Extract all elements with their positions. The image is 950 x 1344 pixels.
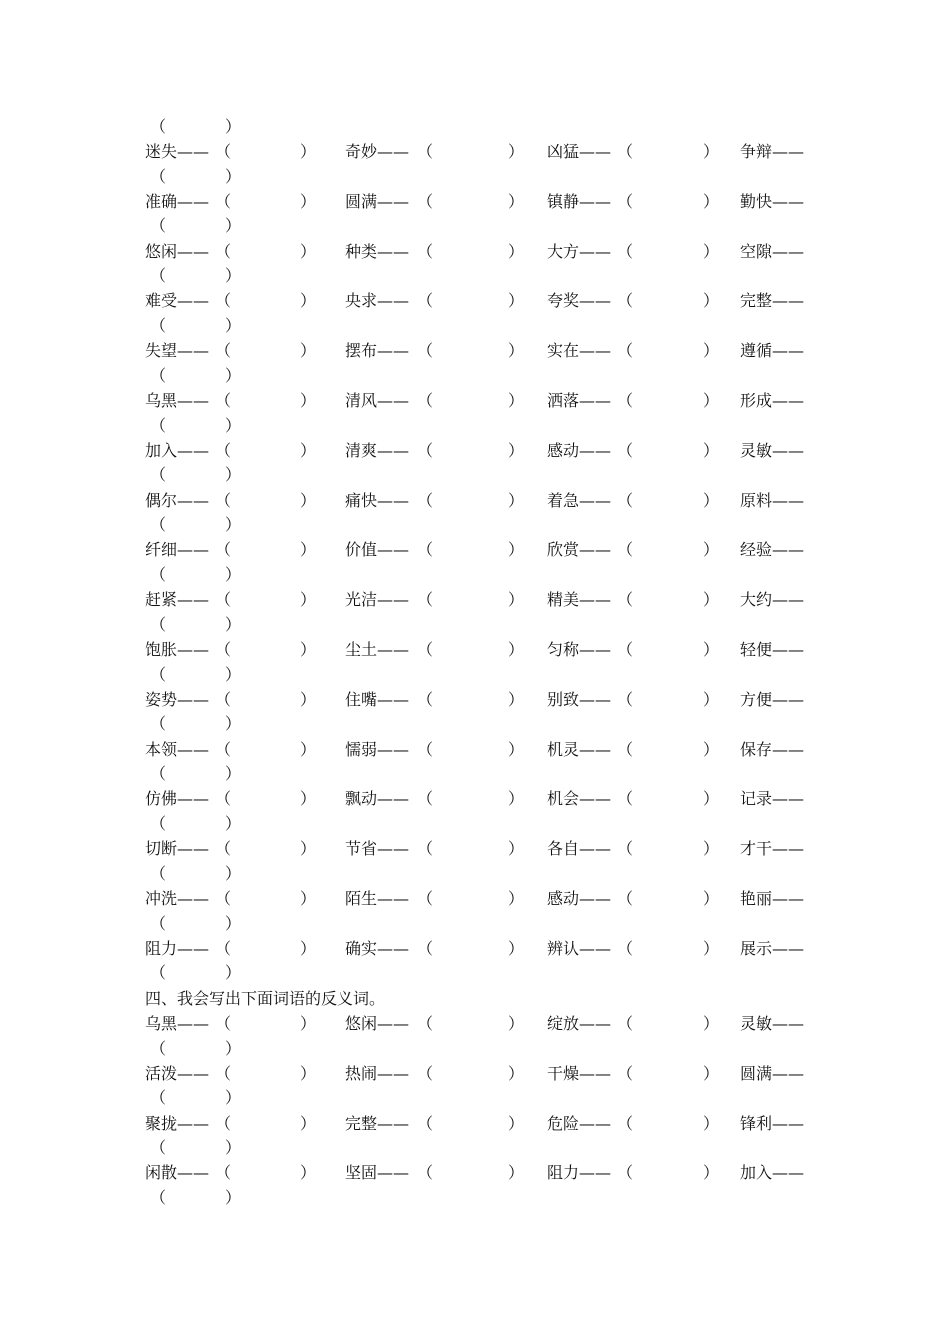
close-paren: ） — [225, 117, 242, 136]
close-paren: ） — [703, 739, 720, 759]
word-prompt: 镇静—— — [547, 191, 612, 211]
answer-blank-continuation — [0, 811, 950, 837]
close-paren: ） — [225, 415, 242, 435]
open-paren: （ — [150, 1038, 167, 1058]
close-paren: ） — [225, 714, 242, 734]
word-prompt: 飘动—— — [345, 789, 410, 809]
close-paren: ） — [300, 1113, 317, 1133]
open-paren: （ — [215, 142, 232, 161]
open-paren: （ — [150, 515, 167, 535]
word-row — [0, 388, 950, 414]
word-prompt: 洒落—— — [547, 391, 612, 410]
close-paren: ） — [508, 789, 525, 809]
word-row — [0, 1011, 950, 1037]
close-paren: ） — [300, 391, 317, 410]
close-paren: ） — [703, 889, 720, 908]
answer-blank-continuation — [0, 711, 950, 737]
close-paren: ） — [508, 440, 525, 460]
word-prompt: 遵循—— — [740, 341, 805, 361]
open-paren: （ — [617, 689, 634, 709]
close-paren: ） — [703, 540, 720, 560]
word-prompt: 准确—— — [145, 191, 210, 211]
word-prompt: 本领—— — [145, 739, 210, 759]
open-paren: （ — [617, 789, 634, 809]
open-paren: （ — [417, 1113, 434, 1133]
word-prompt: 仿佛—— — [145, 789, 210, 809]
open-paren: （ — [150, 764, 167, 784]
open-paren: （ — [617, 440, 634, 460]
open-paren: （ — [150, 963, 167, 983]
open-paren: （ — [150, 1088, 167, 1108]
open-paren: （ — [617, 191, 634, 211]
close-paren: ） — [508, 1063, 525, 1083]
close-paren: ） — [703, 1163, 720, 1183]
word-prompt: 展示—— — [740, 938, 805, 958]
word-prompt: 感动—— — [547, 440, 612, 460]
open-paren: （ — [617, 391, 634, 410]
close-paren: ） — [703, 142, 720, 161]
answer-blank-continuation — [0, 114, 950, 140]
close-paren: ） — [508, 241, 525, 261]
close-paren: ） — [508, 540, 525, 560]
answer-blank-continuation — [0, 164, 950, 190]
answer-blank-continuation — [0, 612, 950, 638]
word-prompt: 干燥—— — [547, 1063, 612, 1083]
close-paren: ） — [225, 266, 242, 286]
open-paren: （ — [215, 739, 232, 759]
word-prompt: 完整—— — [740, 291, 805, 311]
close-paren: ） — [225, 863, 242, 883]
word-prompt: 辨认—— — [547, 938, 612, 958]
word-prompt: 活泼—— — [145, 1063, 210, 1083]
word-prompt: 尘土—— — [345, 640, 410, 659]
open-paren: （ — [215, 938, 232, 958]
word-prompt: 乌黑—— — [145, 391, 210, 410]
word-prompt: 机灵—— — [547, 739, 612, 759]
word-prompt: 灵敏—— — [740, 1014, 805, 1033]
close-paren: ） — [703, 590, 720, 610]
word-prompt: 圆满—— — [740, 1063, 805, 1083]
close-paren: ） — [225, 963, 242, 983]
close-paren: ） — [300, 142, 317, 161]
answer-blank-continuation — [0, 363, 950, 389]
open-paren: （ — [417, 341, 434, 361]
answer-blank-continuation — [0, 960, 950, 986]
answer-blank-continuation — [0, 462, 950, 488]
word-prompt: 痛快—— — [345, 490, 410, 510]
word-prompt: 记录—— — [740, 789, 805, 809]
open-paren: （ — [215, 540, 232, 560]
open-paren: （ — [417, 938, 434, 958]
open-paren: （ — [215, 640, 232, 659]
word-prompt: 锋利—— — [740, 1113, 805, 1133]
open-paren: （ — [617, 938, 634, 958]
word-prompt: 阻力—— — [547, 1163, 612, 1183]
word-row — [0, 139, 950, 165]
close-paren: ） — [225, 813, 242, 833]
close-paren: ） — [225, 166, 242, 186]
word-prompt: 圆满—— — [345, 191, 410, 211]
word-prompt: 确实—— — [345, 938, 410, 958]
open-paren: （ — [617, 839, 634, 859]
answer-blank-continuation — [0, 761, 950, 787]
word-prompt: 夸奖—— — [547, 291, 612, 311]
close-paren: ） — [703, 1014, 720, 1033]
section-heading: 四、我会写出下面词语的反义词。 — [145, 989, 386, 1008]
open-paren: （ — [215, 391, 232, 410]
close-paren: ） — [703, 938, 720, 958]
close-paren: ） — [508, 739, 525, 759]
open-paren: （ — [215, 291, 232, 311]
word-prompt: 别致—— — [547, 689, 612, 709]
open-paren: （ — [150, 863, 167, 883]
open-paren: （ — [417, 739, 434, 759]
close-paren: ） — [703, 640, 720, 659]
open-paren: （ — [215, 889, 232, 908]
close-paren: ） — [225, 564, 242, 584]
close-paren: ） — [225, 515, 242, 535]
close-paren: ） — [300, 490, 317, 510]
close-paren: ） — [225, 614, 242, 634]
word-prompt: 大约—— — [740, 590, 805, 610]
word-prompt: 赶紧—— — [145, 590, 210, 610]
open-paren: （ — [150, 365, 167, 385]
answer-blank-continuation — [0, 1185, 950, 1211]
word-prompt: 凶猛—— — [547, 142, 612, 161]
close-paren: ） — [225, 764, 242, 784]
close-paren: ） — [508, 1163, 525, 1183]
close-paren: ） — [300, 689, 317, 709]
close-paren: ） — [508, 291, 525, 311]
open-paren: （ — [617, 739, 634, 759]
word-prompt: 各自—— — [547, 839, 612, 859]
close-paren: ） — [703, 1113, 720, 1133]
open-paren: （ — [150, 315, 167, 335]
word-prompt: 加入—— — [145, 440, 210, 460]
open-paren: （ — [150, 117, 167, 136]
open-paren: （ — [617, 889, 634, 908]
word-row — [0, 288, 950, 314]
close-paren: ） — [703, 191, 720, 211]
word-prompt: 悠闲—— — [345, 1014, 410, 1033]
word-row — [0, 1111, 950, 1137]
close-paren: ） — [508, 341, 525, 361]
word-prompt: 经验—— — [740, 540, 805, 560]
word-row — [0, 438, 950, 464]
open-paren: （ — [417, 191, 434, 211]
open-paren: （ — [417, 689, 434, 709]
open-paren: （ — [617, 1163, 634, 1183]
open-paren: （ — [417, 490, 434, 510]
word-row — [0, 886, 950, 912]
answer-blank-continuation — [0, 662, 950, 688]
word-prompt: 着急—— — [547, 490, 612, 510]
word-prompt: 轻便—— — [740, 640, 805, 659]
open-paren: （ — [417, 839, 434, 859]
close-paren: ） — [225, 664, 242, 684]
word-prompt: 偶尔—— — [145, 490, 210, 510]
word-prompt: 艳丽—— — [740, 889, 805, 908]
word-row — [0, 836, 950, 862]
word-prompt: 危险—— — [547, 1113, 612, 1133]
close-paren: ） — [703, 440, 720, 460]
word-prompt: 实在—— — [547, 341, 612, 361]
answer-blank-continuation — [0, 413, 950, 439]
close-paren: ） — [703, 490, 720, 510]
word-prompt: 原料—— — [740, 490, 805, 510]
open-paren: （ — [617, 640, 634, 659]
open-paren: （ — [417, 391, 434, 410]
word-prompt: 光洁—— — [345, 590, 410, 610]
open-paren: （ — [617, 142, 634, 161]
word-row — [0, 338, 950, 364]
word-prompt: 纤细—— — [145, 540, 210, 560]
open-paren: （ — [215, 241, 232, 261]
open-paren: （ — [417, 241, 434, 261]
answer-blank-continuation — [0, 1036, 950, 1062]
open-paren: （ — [417, 1014, 434, 1033]
open-paren: （ — [150, 1138, 167, 1158]
word-prompt: 空隙—— — [740, 241, 805, 261]
word-prompt: 坚固—— — [345, 1163, 410, 1183]
word-prompt: 方便—— — [740, 689, 805, 709]
word-row — [0, 488, 950, 514]
word-row — [0, 687, 950, 713]
answer-blank-continuation — [0, 861, 950, 887]
word-prompt: 争辩—— — [740, 142, 805, 161]
close-paren: ） — [703, 241, 720, 261]
close-paren: ） — [508, 640, 525, 659]
open-paren: （ — [215, 1113, 232, 1133]
close-paren: ） — [300, 341, 317, 361]
open-paren: （ — [150, 266, 167, 286]
word-prompt: 加入—— — [740, 1163, 805, 1183]
answer-blank-continuation — [0, 562, 950, 588]
word-prompt: 清爽—— — [345, 440, 410, 460]
word-prompt: 完整—— — [345, 1113, 410, 1133]
close-paren: ） — [300, 889, 317, 908]
open-paren: （ — [617, 1113, 634, 1133]
close-paren: ） — [703, 341, 720, 361]
open-paren: （ — [215, 689, 232, 709]
close-paren: ） — [508, 191, 525, 211]
close-paren: ） — [225, 365, 242, 385]
open-paren: （ — [150, 1187, 167, 1207]
open-paren: （ — [215, 191, 232, 211]
close-paren: ） — [508, 889, 525, 908]
open-paren: （ — [150, 465, 167, 485]
word-row — [0, 239, 950, 265]
word-prompt: 摆布—— — [345, 341, 410, 361]
word-prompt: 绽放—— — [547, 1014, 612, 1033]
word-row — [0, 786, 950, 812]
word-prompt: 保存—— — [740, 739, 805, 759]
close-paren: ） — [703, 391, 720, 410]
word-row — [0, 936, 950, 962]
close-paren: ） — [300, 640, 317, 659]
word-prompt: 央求—— — [345, 291, 410, 311]
open-paren: （ — [215, 1014, 232, 1033]
close-paren: ） — [300, 839, 317, 859]
word-prompt: 大方—— — [547, 241, 612, 261]
open-paren: （ — [617, 241, 634, 261]
open-paren: （ — [617, 490, 634, 510]
close-paren: ） — [300, 590, 317, 610]
open-paren: （ — [617, 1063, 634, 1083]
open-paren: （ — [417, 640, 434, 659]
word-prompt: 种类—— — [345, 241, 410, 261]
open-paren: （ — [417, 540, 434, 560]
open-paren: （ — [617, 590, 634, 610]
close-paren: ） — [300, 1063, 317, 1083]
close-paren: ） — [225, 1038, 242, 1058]
word-prompt: 悠闲—— — [145, 241, 210, 261]
open-paren: （ — [417, 440, 434, 460]
close-paren: ） — [703, 839, 720, 859]
answer-blank-continuation — [0, 911, 950, 937]
word-prompt: 精美—— — [547, 590, 612, 610]
answer-blank-continuation — [0, 213, 950, 239]
word-row — [0, 1160, 950, 1186]
close-paren: ） — [508, 1014, 525, 1033]
word-prompt: 才干—— — [740, 839, 805, 859]
open-paren: （ — [417, 142, 434, 161]
word-row — [0, 189, 950, 215]
open-paren: （ — [417, 1063, 434, 1083]
close-paren: ） — [300, 291, 317, 311]
open-paren: （ — [417, 789, 434, 809]
close-paren: ） — [300, 739, 317, 759]
open-paren: （ — [215, 1163, 232, 1183]
word-row — [0, 587, 950, 613]
open-paren: （ — [215, 440, 232, 460]
close-paren: ） — [225, 315, 242, 335]
open-paren: （ — [215, 839, 232, 859]
word-prompt: 饱胀—— — [145, 640, 210, 659]
close-paren: ） — [300, 241, 317, 261]
close-paren: ） — [300, 540, 317, 560]
open-paren: （ — [617, 540, 634, 560]
close-paren: ） — [225, 913, 242, 933]
word-prompt: 感动—— — [547, 889, 612, 908]
answer-blank-continuation — [0, 512, 950, 538]
close-paren: ） — [508, 490, 525, 510]
open-paren: （ — [417, 590, 434, 610]
open-paren: （ — [417, 291, 434, 311]
close-paren: ） — [508, 142, 525, 161]
close-paren: ） — [508, 590, 525, 610]
close-paren: ） — [703, 689, 720, 709]
close-paren: ） — [508, 938, 525, 958]
word-prompt: 失望—— — [145, 341, 210, 361]
close-paren: ） — [508, 1113, 525, 1133]
word-prompt: 欣赏—— — [547, 540, 612, 560]
word-row — [0, 1061, 950, 1087]
word-prompt: 机会—— — [547, 789, 612, 809]
close-paren: ） — [225, 1088, 242, 1108]
open-paren: （ — [150, 813, 167, 833]
open-paren: （ — [150, 216, 167, 236]
close-paren: ） — [300, 938, 317, 958]
word-prompt: 奇妙—— — [345, 142, 410, 161]
word-prompt: 热闹—— — [345, 1063, 410, 1083]
open-paren: （ — [215, 490, 232, 510]
word-row — [0, 737, 950, 763]
open-paren: （ — [150, 913, 167, 933]
word-prompt: 住嘴—— — [345, 689, 410, 709]
close-paren: ） — [508, 391, 525, 410]
close-paren: ） — [508, 689, 525, 709]
close-paren: ） — [225, 216, 242, 236]
open-paren: （ — [150, 415, 167, 435]
word-prompt: 冲洗—— — [145, 889, 210, 908]
close-paren: ） — [300, 440, 317, 460]
close-paren: ） — [300, 191, 317, 211]
word-prompt: 勤快—— — [740, 191, 805, 211]
word-prompt: 阻力—— — [145, 938, 210, 958]
answer-blank-continuation — [0, 263, 950, 289]
word-prompt: 迷失—— — [145, 142, 210, 161]
close-paren: ） — [703, 291, 720, 311]
open-paren: （ — [150, 614, 167, 634]
open-paren: （ — [617, 291, 634, 311]
word-prompt: 切断—— — [145, 839, 210, 859]
word-prompt: 懦弱—— — [345, 739, 410, 759]
open-paren: （ — [417, 889, 434, 908]
open-paren: （ — [150, 664, 167, 684]
open-paren: （ — [215, 1063, 232, 1083]
close-paren: ） — [703, 1063, 720, 1083]
word-prompt: 匀称—— — [547, 640, 612, 659]
open-paren: （ — [617, 341, 634, 361]
open-paren: （ — [215, 341, 232, 361]
close-paren: ） — [508, 839, 525, 859]
close-paren: ） — [703, 789, 720, 809]
word-prompt: 难受—— — [145, 291, 210, 311]
close-paren: ） — [225, 1187, 242, 1207]
word-prompt: 灵敏—— — [740, 440, 805, 460]
word-row — [0, 637, 950, 663]
word-prompt: 陌生—— — [345, 889, 410, 908]
close-paren: ） — [225, 465, 242, 485]
word-prompt: 姿势—— — [145, 689, 210, 709]
answer-blank-continuation — [0, 1085, 950, 1111]
open-paren: （ — [617, 1014, 634, 1033]
open-paren: （ — [215, 789, 232, 809]
word-prompt: 形成—— — [740, 391, 805, 410]
open-paren: （ — [150, 564, 167, 584]
answer-blank-continuation — [0, 313, 950, 339]
open-paren: （ — [150, 166, 167, 186]
answer-blank-continuation — [0, 1135, 950, 1161]
close-paren: ） — [300, 789, 317, 809]
close-paren: ） — [300, 1014, 317, 1033]
open-paren: （ — [150, 714, 167, 734]
open-paren: （ — [417, 1163, 434, 1183]
word-prompt: 闲散—— — [145, 1163, 210, 1183]
word-prompt: 乌黑—— — [145, 1014, 210, 1033]
word-prompt: 清风—— — [345, 391, 410, 410]
close-paren: ） — [300, 1163, 317, 1183]
close-paren: ） — [225, 1138, 242, 1158]
open-paren: （ — [215, 590, 232, 610]
word-prompt: 价值—— — [345, 540, 410, 560]
word-prompt: 聚拢—— — [145, 1113, 210, 1133]
word-prompt: 节省—— — [345, 839, 410, 859]
word-row — [0, 537, 950, 563]
